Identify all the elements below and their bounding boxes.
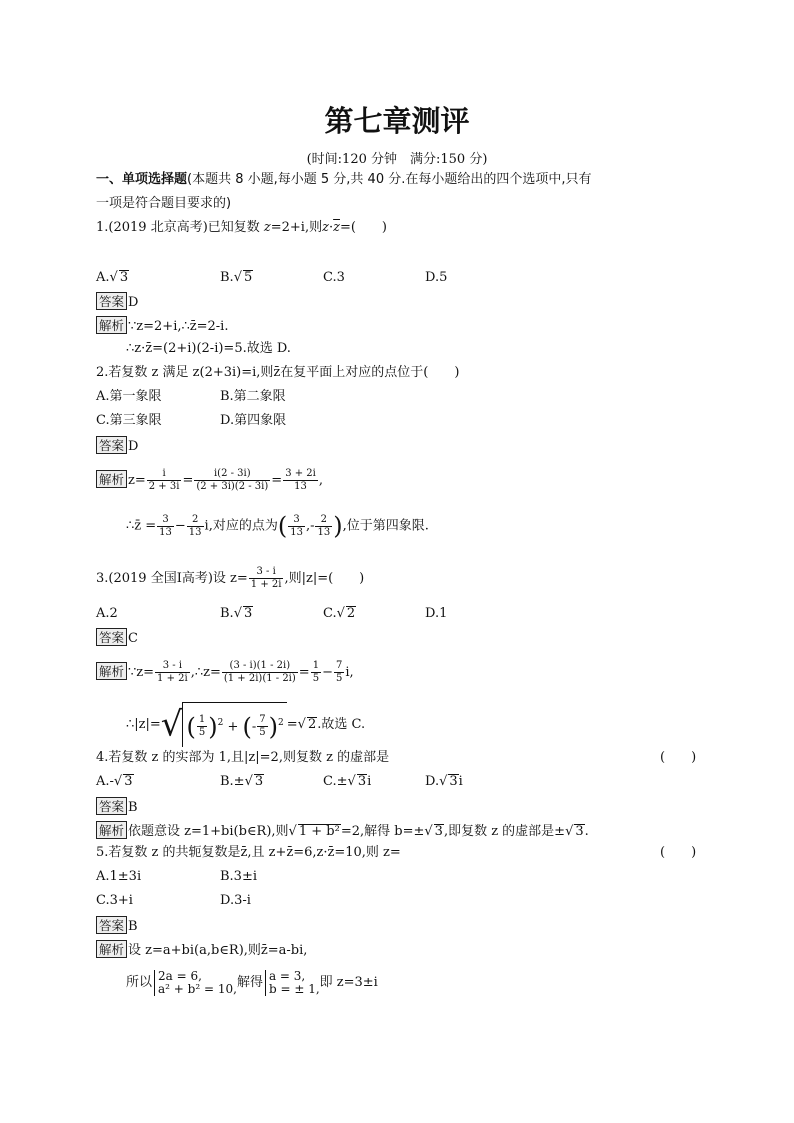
- q5-blank: ( ): [660, 845, 697, 860]
- q4-stem: 4.若复数 z 的实部为 1,且|z|=2,则复数 z 的虚部是: [96, 750, 390, 765]
- answer-tag: 答案: [96, 916, 127, 934]
- q3-option-b: B.√ 3: [220, 606, 253, 621]
- fraction: $\frac{2}{13}$: [188, 513, 202, 538]
- section-text-2: 一项是符合题目要求的): [96, 196, 232, 211]
- analysis-tag: 解析: [96, 821, 127, 839]
- q3-option-c: C.√ 2: [323, 606, 356, 621]
- q5-solution-2: 所以 2a = 6, a² + b² = 10,解得 a = 3, b = ± 1,即 z=3±i: [126, 968, 378, 996]
- q3-analysis: 解析 ∵z= $\frac{3 - i}{1 + 2i}$ ,∴z= $\frac{(3 - i)(1 - 2i)}{(1 + 2i)(1 - 2i)}$ = $\frac{1}{5}$ − $\frac{7}{5}$ i,: [96, 658, 354, 688]
- q1-answer-value: D: [128, 295, 139, 310]
- q1-stem-end: =( ): [339, 220, 388, 235]
- q3-option-d: D.1: [425, 606, 448, 621]
- q1-option-d: D.5: [425, 270, 448, 285]
- q2-option-b: B.第二象限: [220, 389, 286, 404]
- fraction: $\frac{7}{5}$: [335, 660, 343, 684]
- analysis-tag: 解析: [96, 662, 127, 680]
- q5-solution-1: 设 z=a+bi(a,b∈R),则z̄=a-bi,: [128, 943, 308, 958]
- fraction: $\frac{3 - i}{1 + 2i}$: [250, 566, 282, 590]
- equation-system: a = 3, b = ± 1,: [265, 970, 320, 996]
- q4-option-c: C.±√ 3i: [323, 774, 372, 789]
- page-title: 第七章测评: [324, 104, 470, 138]
- q2-option-d: D.第四象限: [220, 413, 287, 428]
- q1-option-c: C.3: [323, 270, 345, 285]
- q1-option-b: B.√ 5: [220, 270, 253, 285]
- q5-stem: 5.若复数 z 的共轭复数是z̄,且 z+z̄=6,z·z̄=10,则 z=: [96, 845, 401, 860]
- q2-answer: [96, 436, 138, 455]
- q5-answer-value: B: [128, 919, 138, 934]
- fraction: $\frac{i}{2 + 3i}$: [148, 468, 180, 492]
- q1-analysis: [96, 316, 228, 335]
- q1-solution-2: ∴z·z̄=(2+i)(2-i)=5.故选 D.: [126, 341, 291, 356]
- section-heading: [96, 172, 592, 188]
- fraction: $\frac{(3 - i)(1 - 2i)}{(1 + 2i)(1 - 2i)}$: [223, 660, 296, 684]
- q1-stem-mid: =2+i,则: [270, 220, 323, 235]
- fraction: $\frac{3}{13}$: [159, 513, 172, 538]
- q3-answer: [96, 628, 138, 647]
- answer-tag: 答案: [96, 797, 127, 815]
- fraction: $\frac{3 - i}{1 + 2i}$: [157, 660, 188, 684]
- q2-option-a: A.第一象限: [96, 389, 162, 404]
- answer-tag: 答案: [96, 628, 127, 646]
- answer-tag: 答案: [96, 436, 127, 454]
- q2-analysis: 解析 z= $\frac{i}{2 + 3i}$ = $\frac{i(2 - 3i)}{(2 + 3i)(2 - 3i)}$ = $\frac{3 + 2i}{13}$ ,: [96, 466, 323, 496]
- q5-option-b: B.3±i: [220, 869, 258, 884]
- q1-solution-1: ∵z=2+i,∴z̄=2-i.: [128, 319, 229, 334]
- fraction: $\frac{3 + 2i}{13}$: [285, 468, 316, 492]
- q2-solution-2: ∴z̄ = $\frac{3}{13}$ − $\frac{2}{13}$ i,对应的点为( $\frac{3}{13}$ ,- $\frac{2}{13}$ ),位于第四象限.: [126, 512, 429, 540]
- q4-analysis: 解析 依题意设 z=1+bi(b∈R),则√ 1 + b²=2,解得 b=±√ 3,即复数 z 的虚部是±√ 3.: [96, 821, 589, 840]
- q3-option-a: A.2: [96, 606, 118, 621]
- q5-option-c: C.3+i: [96, 893, 133, 908]
- fraction: $\frac{1}{5}$: [312, 660, 320, 684]
- q1-option-a: A.√ 3: [96, 270, 129, 285]
- q5-option-a: A.1±3i: [96, 869, 142, 884]
- q1-stem: 1.(2019 北京高考)已知复数 z=2+i,则$z\cdot\overline{z}=$( ): [96, 220, 388, 235]
- q4-answer: [96, 797, 138, 816]
- q5-analysis: [96, 940, 307, 959]
- analysis-tag: 解析: [96, 470, 127, 488]
- answer-tag: 答案: [96, 292, 127, 310]
- q1-answer: [96, 292, 138, 311]
- q4-option-d: D.√ 3i: [425, 774, 463, 789]
- analysis-tag: 解析: [96, 316, 127, 334]
- fraction: $\frac{i(2 - 3i)}{(2 + 3i)(2 - 3i)}$: [196, 468, 269, 492]
- q5-option-d: D.3-i: [220, 893, 251, 908]
- q4-option-a: A.-√ 3: [96, 774, 133, 789]
- q4-answer-value: B: [128, 800, 138, 815]
- q5-answer: [96, 916, 138, 935]
- section-text-1: (本题共 8 小题,每小题 5 分,共 40 分.在每小题给出的四个选项中,只有: [187, 172, 592, 187]
- fraction: $\frac{3}{13}$: [290, 513, 303, 538]
- q2-answer-value: D: [128, 439, 139, 454]
- page-subtitle: (时间:120 分钟 满分:150 分): [306, 152, 488, 167]
- q3-answer-value: C: [128, 631, 138, 646]
- q2-stem: 2.若复数 z 满足 z(2+3i)=i,则z̄在复平面上对应的点位于( ): [96, 365, 460, 380]
- equation-system: 2a = 6, a² + b² = 10,: [154, 970, 237, 996]
- analysis-tag: 解析: [96, 940, 127, 958]
- q4-option-b: B.±√ 3: [220, 774, 264, 789]
- q4-blank: ( ): [660, 750, 697, 765]
- q2-option-c: C.第三象限: [96, 413, 162, 428]
- q1-prefix: 1.(2019 北京高考)已知复数: [96, 220, 260, 235]
- q3-solution-2: ∴|z|=√ ( $\frac{1}{5}$ )$^2$ + (- $\frac{7}{5}$ )$^2$ =√ 2.故选 C.: [126, 702, 365, 747]
- fraction: $\frac{2}{13}$: [317, 513, 331, 538]
- q3-stem: 3.(2019 全国Ⅰ高考)设 z= $\frac{3 - i}{1 + 2i}$ ,则|z|=( ): [96, 566, 365, 590]
- section-label: 一、单项选择题: [96, 172, 188, 187]
